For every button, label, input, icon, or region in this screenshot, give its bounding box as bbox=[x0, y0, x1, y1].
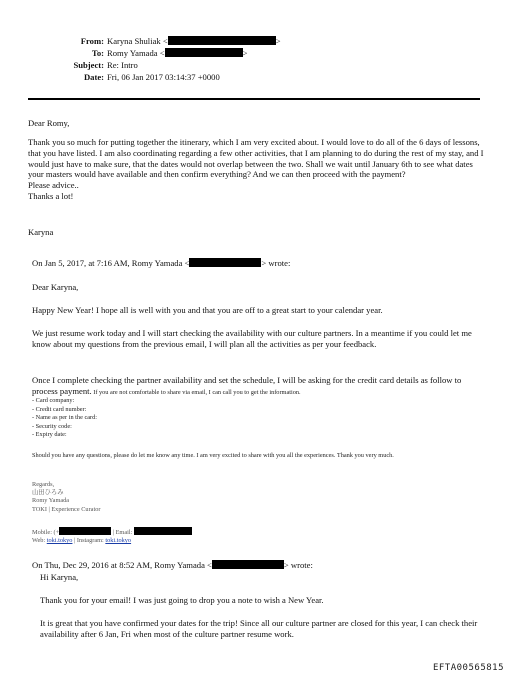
from-tail: > bbox=[275, 36, 281, 46]
redacted-email-box bbox=[165, 48, 243, 57]
redacted-email-box bbox=[189, 258, 261, 267]
body-greeting: Dear Romy, bbox=[28, 118, 70, 128]
reply1-signature bbox=[32, 481, 480, 514]
sig-japanese-name: 山田ひろみ bbox=[32, 489, 64, 497]
redacted-email-box bbox=[134, 527, 192, 535]
header-divider bbox=[28, 98, 480, 100]
subject-value: Re: Intro bbox=[107, 60, 138, 70]
reply1-intro-start: On Jan 5, 2017, at 7:16 AM, Romy Yamada < bbox=[32, 258, 190, 268]
body-thanks: Thanks a lot! bbox=[28, 190, 74, 201]
from-name: Karyna Shuliak < bbox=[107, 36, 168, 46]
document-id: EFTA00565815 bbox=[432, 663, 504, 673]
subject-label: Subject: bbox=[73, 60, 104, 70]
sig-name: Romy Yamada bbox=[32, 497, 70, 505]
card-field-company: - Card company: bbox=[32, 397, 75, 404]
redacted-email-box bbox=[212, 560, 284, 569]
card-field-security: - Security code: bbox=[32, 422, 72, 430]
to-label: To: bbox=[91, 48, 104, 58]
reply1-intro-end: > wrote: bbox=[261, 258, 291, 268]
to-tail: > bbox=[242, 48, 248, 58]
reply1-p2: We just resume work today and I will start checking the availability with our culture partners. In a meantime if you could let me know about my questions from the previous email, I will plan all the activities as per your feedback. bbox=[32, 328, 472, 349]
sig-contact bbox=[32, 527, 480, 545]
reply1-closing: Should you have any questions, please do let me know any time. I am very excited to share with you all the experiences. Thank you very much. bbox=[32, 452, 394, 459]
to-name: Romy Yamada < bbox=[107, 48, 165, 58]
reply1-intro bbox=[32, 258, 480, 269]
sig-mobile-row bbox=[32, 527, 480, 537]
instagram-link[interactable]: toki.tokyo bbox=[105, 537, 132, 545]
reply1-p3 bbox=[32, 375, 480, 397]
web-link[interactable]: toki.tokyo bbox=[46, 537, 73, 545]
reply2-intro-start: On Thu, Dec 29, 2016 at 8:52 AM, Romy Yamada < bbox=[32, 560, 212, 570]
body-paragraph bbox=[28, 137, 486, 202]
body-advice: Please advice.. bbox=[28, 180, 79, 191]
sig-email-label: | Email: bbox=[112, 529, 133, 536]
body-paragraph-text: Thank you so much for putting together the itinerary, which I am very excited about. I would love to do all of the 6 days of lessons, that you have listed. I am also coordinating regarding a few other activities, that I am planning to do during the rest of my stay, and I would just have to make sure, that the dates would not overlap between the two. Shall we wait until January 6th to see what dates your masters would have available and then confirm everything? And we can then proceed with the payment? bbox=[28, 137, 484, 180]
card-field-expiry: - Expiry date: bbox=[32, 431, 67, 439]
from-value bbox=[107, 36, 281, 47]
to-value bbox=[107, 48, 247, 59]
date-value: Fri, 06 Jan 2017 03:14:37 +0000 bbox=[107, 72, 220, 82]
sig-web-row bbox=[32, 537, 480, 545]
body-signature: Karyna bbox=[28, 227, 54, 237]
reply2-p2: It is great that you have confirmed your dates for the trip! Since all our culture partner are closed for this year, I can check their availability after 6 Jan, Fri when most of the culture partner resume work. bbox=[40, 618, 478, 639]
reply1-p3-large: Once I complete checking the partner availability and set the schedule, I will be asking for the credit card details as follow to process payment. bbox=[32, 375, 462, 396]
reply1-p3-small: If you are not comfortable to share via email, I can call you to get the information. bbox=[91, 388, 301, 396]
card-fields-list bbox=[32, 397, 480, 440]
redacted-phone-box bbox=[59, 527, 111, 535]
redacted-email-box bbox=[168, 36, 276, 45]
sig-mobile-label: Mobile: (+ bbox=[32, 529, 60, 536]
reply2-p1: Thank you for your email! I was just going to drop you a note to wish a New Year. bbox=[40, 595, 324, 605]
reply2-intro bbox=[32, 560, 480, 571]
sig-title: TOKI | Experience Curator bbox=[32, 505, 101, 513]
reply2-greeting: Hi Karyna, bbox=[40, 572, 79, 582]
from-label: From: bbox=[80, 36, 104, 46]
sig-insta-label: | Instagram: bbox=[72, 537, 106, 545]
reply1-greeting: Dear Karyna, bbox=[32, 282, 79, 292]
reply1-p1: Happy New Year! I hope all is well with you and that you are off to a great start to your calendar year. bbox=[32, 305, 383, 315]
card-field-number: - Credit card number: bbox=[32, 405, 87, 413]
sig-web-label: Web: bbox=[32, 537, 47, 545]
sig-regards: Regards, bbox=[32, 481, 55, 488]
card-field-name: - Name as per in the card: bbox=[32, 414, 98, 422]
date-label: Date: bbox=[83, 72, 104, 82]
reply2-intro-end: > wrote: bbox=[283, 560, 313, 570]
